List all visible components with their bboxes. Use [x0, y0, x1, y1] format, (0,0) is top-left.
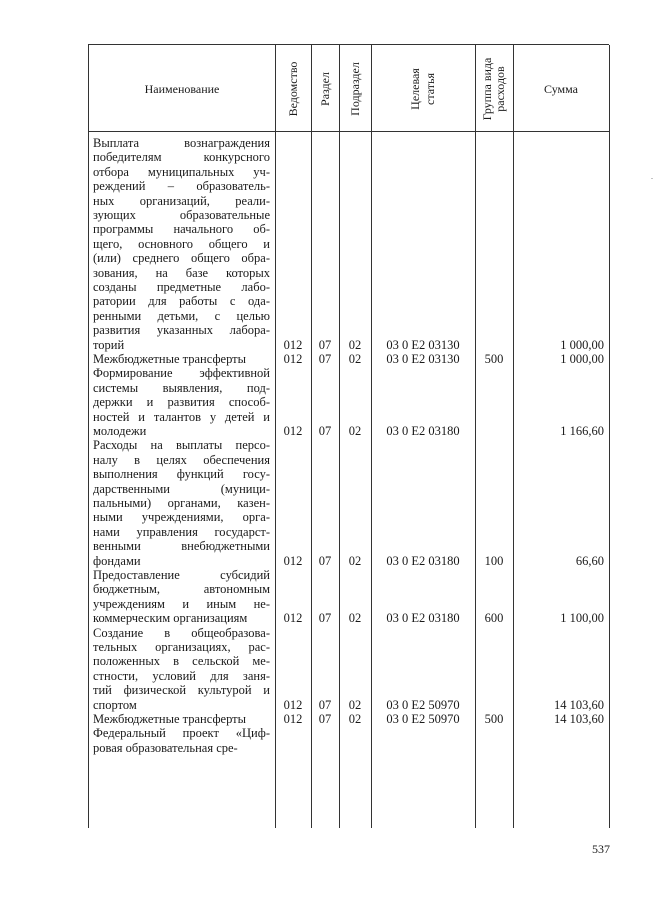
cell-summa: 14 103,60 [554, 712, 604, 726]
cell-podrazdel: 02 [348, 424, 362, 438]
row-name-line: ровая образовательная сре- [93, 740, 238, 755]
row-name-line: щего, основного общего и [93, 236, 270, 251]
cell-summa: 14 103,60 [554, 697, 604, 712]
cell-summa: 1 000,00 [560, 337, 604, 352]
header-celevaya-line1: Целевая [408, 68, 422, 110]
row-name-line: стности, условий для заня- [93, 668, 270, 683]
row-name-line: пальными) органами, казен- [93, 496, 270, 511]
row-name [93, 366, 270, 438]
cell-celevaya: 03 0 E2 03130 [386, 337, 460, 352]
cell-celevaya: 03 0 E2 03180 [386, 611, 460, 626]
row-name-line: ратории для работы с ода- [93, 294, 270, 309]
header-razdel: Раздел [318, 72, 332, 106]
cell-gruppa: 600 [484, 611, 504, 626]
row-name [93, 352, 270, 366]
cell-summa: 1 166,60 [560, 424, 604, 438]
row-name-line: выполнения функций госу- [93, 467, 270, 482]
row-name-line: развития указанных лабора- [93, 323, 270, 338]
header-ved: Ведомство [286, 61, 300, 117]
row-name-line: отбора муниципальных уч- [93, 164, 270, 179]
cell-ved: 012 [283, 697, 303, 712]
cell-ved: 012 [283, 712, 303, 726]
budget-table [88, 44, 653, 828]
row-name-line: Формирование эффективной [93, 366, 270, 381]
cell-razdel: 07 [318, 611, 332, 626]
cell-gruppa: 500 [484, 352, 504, 366]
cell-summa: 1 000,00 [560, 352, 604, 366]
cell-celevaya: 03 0 E2 50970 [386, 712, 460, 726]
row-name-line: тий физической культурой и [93, 683, 270, 698]
row-name-line: ренными детьми, с целью [93, 308, 270, 323]
row-name-line: положенных в сельской ме- [93, 654, 270, 669]
cell-podrazdel: 02 [348, 553, 362, 568]
row-name [93, 438, 270, 568]
cell-ved: 012 [283, 553, 303, 568]
cell-ved: 012 [283, 424, 303, 438]
header-gruppa-line1: Группа вида [480, 57, 494, 121]
row-name-line: учреждениям и иным не- [93, 596, 270, 611]
cell-ved: 012 [283, 352, 303, 366]
row-name-line: Федеральный проект «Циф- [93, 726, 270, 741]
row-name-line: налу в целях обеспечения [93, 452, 270, 467]
row-name-line: Расходы на выплаты персо- [93, 438, 270, 453]
row-name-line: Межбюджетные трансферты [93, 352, 247, 366]
row-name [93, 568, 270, 626]
row-name-line: бюджетным, автономным [93, 582, 270, 597]
cell-razdel: 07 [318, 337, 332, 352]
cell-ved: 012 [283, 337, 303, 352]
row-name-line: спортом [93, 697, 137, 712]
row-name-line: коммерческим организациям [93, 611, 248, 626]
cell-razdel: 07 [318, 424, 332, 438]
row-name-line: зования, на базе которых [93, 265, 270, 280]
row-name-line: программы начального об- [93, 222, 270, 237]
cell-razdel: 07 [318, 697, 332, 712]
row-name-line: ных организаций, реали- [93, 193, 270, 208]
cell-podrazdel: 02 [348, 712, 362, 726]
row-name-line: тельных организациях, рас- [93, 640, 270, 654]
cell-summa: 1 100,00 [560, 611, 604, 626]
cell-celevaya: 03 0 E2 50970 [386, 697, 460, 712]
cell-podrazdel: 02 [348, 697, 362, 712]
row-name-line: созданы предметные лабо- [93, 280, 270, 295]
col-divider-gruppa [475, 45, 476, 828]
cell-ved: 012 [283, 611, 303, 626]
header-name: Наименование [144, 82, 220, 96]
cell-podrazdel: 02 [348, 337, 362, 352]
row-name-line: зующих образовательные [93, 208, 270, 223]
cell-celevaya: 03 0 E2 03130 [386, 352, 460, 366]
header-mark: . [651, 172, 653, 181]
row-name-line: ностей и талантов у детей и [93, 409, 270, 424]
row-name-line: молодежи [93, 424, 147, 439]
row-name [93, 712, 270, 726]
row-name-line: Создание в общеобразова- [93, 625, 270, 640]
row-name-line: (или) среднего общего обра- [93, 251, 270, 266]
row-name-line: держки и развития способ- [93, 395, 270, 410]
row-name-line: торий [93, 337, 125, 352]
cell-razdel: 07 [318, 352, 332, 366]
row-name-line: фондами [93, 553, 141, 568]
row-name-line: ными учреждениями, орга- [93, 510, 270, 525]
table-right-border [609, 45, 610, 828]
row-name [93, 626, 270, 712]
row-name-line: Предоставление субсидий [93, 568, 270, 582]
cell-celevaya: 03 0 E2 03180 [386, 424, 460, 438]
row-name [93, 136, 270, 352]
header-summa: Сумма [544, 82, 578, 96]
cell-summa: 66,60 [575, 553, 604, 568]
row-name-line: нами управления государст- [93, 524, 270, 539]
row-name-line: венными внебюджетными [93, 539, 270, 554]
cell-razdel: 07 [318, 712, 332, 726]
cell-gruppa: 100 [484, 553, 504, 568]
cell-gruppa: 500 [484, 712, 504, 726]
cell-podrazdel: 02 [348, 611, 362, 626]
cell-razdel: 07 [318, 553, 332, 568]
row-name-line: победителям конкурсного [93, 150, 270, 165]
row-name-line: дарственными (муници- [93, 481, 270, 496]
page-number: 537 [592, 842, 610, 856]
row-name-line: системы выявления, под- [93, 380, 270, 395]
header-celevaya-line2: статья [423, 73, 437, 105]
cell-celevaya: 03 0 E2 03180 [386, 553, 460, 568]
cell-podrazdel: 02 [348, 352, 362, 366]
row-name-line: Межбюджетные трансферты [93, 712, 247, 726]
header-podrazdel: Подраздел [348, 62, 362, 116]
row-name-line: Выплата вознаграждения [93, 136, 270, 150]
row-name-line: реждений – образователь- [93, 179, 270, 194]
header-gruppa-line2: расходов [493, 66, 507, 112]
header-separator [89, 131, 609, 132]
row-name [93, 726, 270, 755]
